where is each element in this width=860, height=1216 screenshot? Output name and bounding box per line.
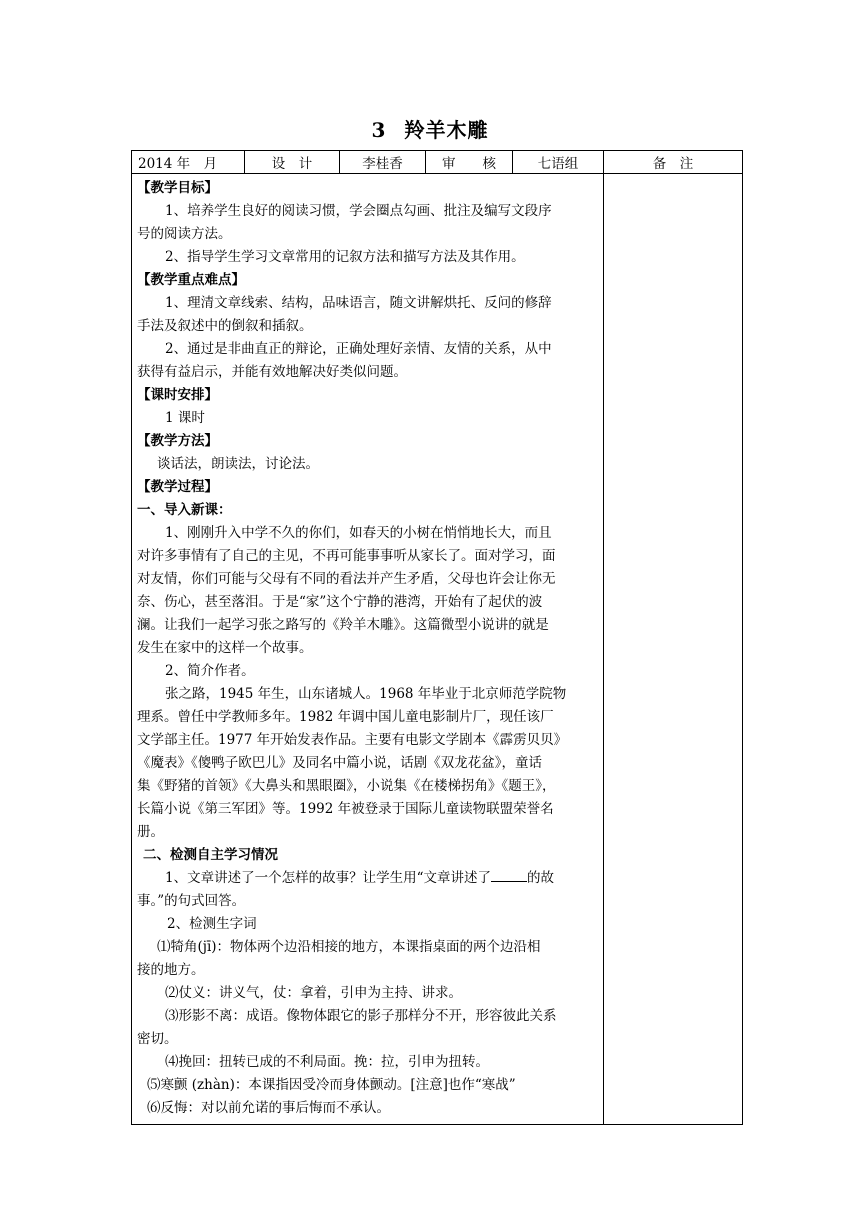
text-line: ⑸寒颤 (zhàn)：本课指因受冷而身体颤动。[注意]也作“寒战”: [147, 1077, 516, 1093]
subsection-heading: 一、导入新课：: [137, 502, 232, 518]
text-line: ⑷挽回：扭转已成的不利局面。挽：拉，引申为扭转。: [165, 1054, 489, 1070]
text-fragment: 的故: [527, 870, 554, 886]
text-line: 册。: [137, 824, 164, 840]
header-row: [132, 151, 743, 174]
text-line: 2、检测生字词: [167, 916, 257, 932]
remarks-label: 备 注: [604, 151, 743, 174]
section-heading: 【教学方法】: [137, 433, 218, 449]
lesson-content: [132, 174, 604, 1125]
text-line: ⑹反悔：对以前允诺的事后悔而不承认。: [147, 1100, 390, 1116]
text-line: 手法及叙述中的倒叙和插叙。: [137, 318, 313, 334]
text-line: 谈话法，朗读法，讨论法。: [157, 456, 319, 472]
page-title: 3 羚羊木雕: [371, 118, 489, 142]
text-line: 集《野猪的首领》《大鼻头和黑眼圈》，小说集《在楼梯拐角》《题王》，: [137, 778, 556, 794]
section-heading: 【教学过程】: [137, 479, 218, 495]
text-line: 理系。曾任中学教师多年。1982 年调中国儿童电影制片厂，现任该厂: [137, 709, 554, 725]
design-label: 设 计: [245, 151, 340, 174]
text-line: 2、指导学生学习文章常用的记叙方法和描写方法及其作用。: [165, 249, 525, 265]
text-line: ⑶形影不离：成语。像物体跟它的影子那样分不开，形容彼此关系: [165, 1008, 557, 1024]
text-line: ⑴犄角(jī)：物体两个边沿相接的地方，本课指桌面的两个边沿相: [157, 939, 541, 955]
text-line: 奈、伤心，甚至落泪。于是“家”这个宁静的港湾，开始有了起伏的波: [137, 594, 543, 610]
text-line: 文学部主任。1977 年开始发表作品。主要有电影文学剧本《霹雳贝贝》: [137, 732, 568, 748]
text-line: 《魔表》《傻鸭子欧巴儿》及同名中篇小说，话剧《双龙花盆》，童话: [137, 755, 542, 771]
subsection-heading: 二、检测自主学习情况: [143, 847, 278, 863]
text-line: 1、培养学生良好的阅读习惯，学会圈点勾画、批注及编写文段序: [165, 203, 552, 219]
text-line: 对许多事情有了自己的主见，不再可能事事听从家长了。面对学习，面: [137, 548, 556, 564]
text-line: 密切。: [137, 1031, 178, 1047]
text-line: 澜。让我们一起学习张之路写的《羚羊木雕》。这篇微型小说讲的就是: [137, 617, 549, 633]
section-heading: 【课时安排】: [137, 387, 218, 403]
date-cell: 2014 年 月: [132, 151, 245, 174]
text-line: 2、简介作者。: [165, 663, 255, 679]
section-heading: 【教学目标】: [137, 180, 218, 196]
lesson-plan-table: [131, 150, 743, 1125]
text-line: 事。”的句式回答。: [137, 893, 246, 909]
text-line: 1、理清文章线索、结构，品味语言，随文讲解烘托、反问的修辞: [165, 295, 552, 311]
text-line: [137, 867, 599, 890]
text-line: 1、刚刚升入中学不久的你们，如春天的小树在悄悄地长大，而且: [165, 525, 552, 541]
text-line: 发生在家中的这样一个故事。: [137, 640, 313, 656]
text-line: 2、通过是非曲直正的辩论，正确处理好亲情、友情的关系，从中: [165, 341, 552, 357]
review-label: 审 核: [426, 151, 513, 174]
text-line: 号的阅读方法。: [137, 226, 232, 242]
section-heading: 【教学重点难点】: [137, 272, 245, 288]
text-fragment: 1、文章讲述了一个怎样的故事？让学生用“文章讲述了: [165, 870, 491, 886]
text-line: 1 课时: [165, 410, 205, 426]
text-line: 张之路，1945 年生，山东诸城人。1968 年毕业于北京师范学院物: [165, 686, 567, 702]
reviewer-name: 七语组: [513, 151, 604, 174]
text-line: 接的地方。: [137, 962, 205, 978]
remarks-cell: [604, 174, 743, 1125]
designer-name: 李桂香: [340, 151, 426, 174]
text-line: 长篇小说《第三军团》等。1992 年被登录于国际儿童读物联盟荣誉名: [137, 801, 554, 817]
fill-in-blank: [491, 869, 527, 882]
text-line: 获得有益启示，并能有效地解决好类似问题。: [137, 364, 407, 380]
text-line: 对友情，你们可能与父母有不同的看法并产生矛盾，父母也许会让你无: [137, 571, 556, 587]
text-line: ⑵仗义：讲义气，仗：拿着，引申为主持、讲求。: [165, 985, 462, 1001]
